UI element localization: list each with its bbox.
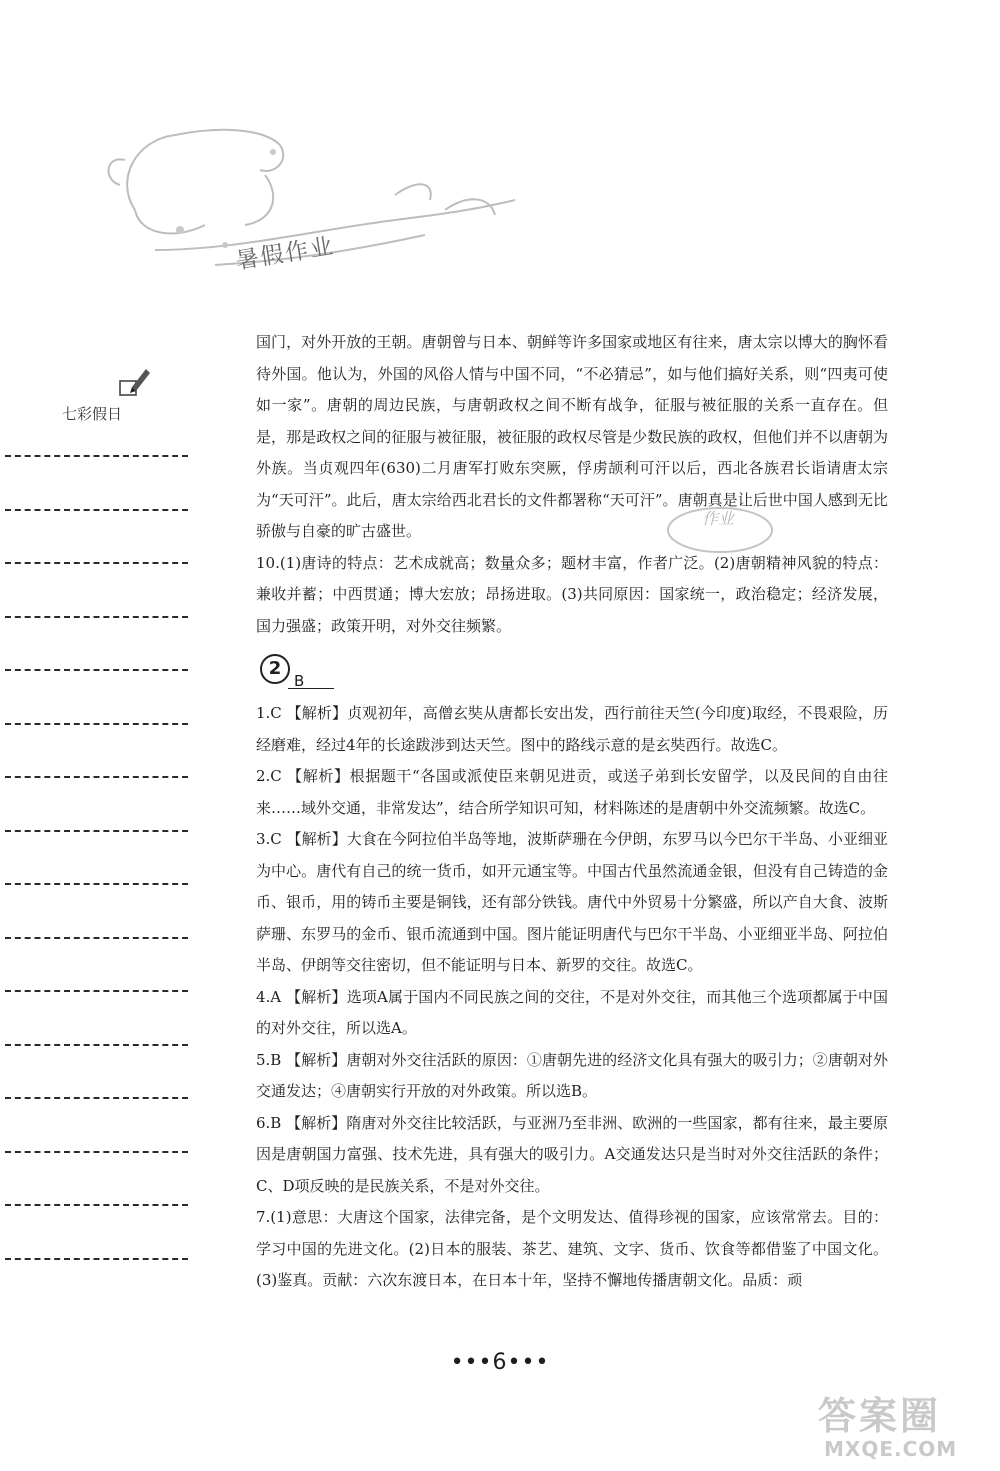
section-number: 2: [260, 654, 290, 684]
section-marker: [256, 646, 888, 698]
answer-10: 10.(1)唐诗的特点：艺术成就高；数量众多；题材丰富，作者广泛。(2)唐朝精神风貌的特点：兼收并蓄；中西贯通；博大宏放；昂扬进取。(3)共同原因：国家统一，政治稳定；经济发展，国力强盛；政策开明，对外交往频繁。: [256, 553, 888, 635]
writing-line: [5, 669, 188, 671]
writing-line: [5, 990, 188, 992]
logo-ornament: [95, 100, 535, 300]
continued-paragraph: 国门，对外开放的王朝。唐朝曾与日本、朝鲜等许多国家或地区有往来，唐太宗以博大的胸怀看待外国。他认为，外国的风俗人情与中国不同，“不必猜忌”，如与他们搞好关系，则“四夷可使如一家”。唐朝的周边民族，与唐朝政权之间不断有战争，征服与被征服的关系一直存在。但是，那是政权之间的征服与被征服，被征服的政权尽管是少数民族的政权，但他们并不以唐朝为外族。当贞观四年(630)二月唐军打败东突厥，俘虏颉利可汗以后，西北各族君长诣请唐太宗为“天可汗”。此后，唐太宗给西北君长的文件都署称“天可汗”。唐朝真是让后世中国人感到无比骄傲与自豪的旷古盛世。: [256, 333, 888, 540]
writing-line: [5, 616, 188, 618]
answer-2: 2.C 【解析】根据题干“各国或派使臣来朝见进贡，或送子弟到长安留学，以及民间的自由往来……域外交通，非常发达”，结合所学知识可知，材料陈述的是唐朝中外交流频繁。故选C。: [256, 767, 888, 817]
writing-line: [5, 1258, 188, 1260]
answer-1: 1.C 【解析】贞观初年，高僧玄奘从唐都长安出发，西行前往天竺(今印度)取经，不畏艰险，历经磨难，经过4年的长途跋涉到达天竺。图中的路线示意的是玄奘西行。故选C。: [256, 704, 888, 754]
stamp-text: 作业: [702, 509, 735, 528]
site-watermark: [818, 1394, 988, 1464]
sidebar-label: 七彩假日: [62, 405, 123, 423]
watermark-top: 答案圈: [818, 1394, 942, 1438]
stamp-watermark: [660, 500, 780, 560]
watermark-bottom: MXQE.COM: [824, 1437, 958, 1461]
logo-title: 暑假作业: [233, 233, 337, 275]
pen-icon: [118, 365, 152, 403]
header-logo: [95, 100, 535, 300]
writing-line: [5, 723, 188, 725]
answer-5: 5.B 【解析】唐朝对外交往活跃的原因：①唐朝先进的经济文化具有强大的吸引力；②唐朝对外交通发达；④唐朝实行开放的对外政策。所以选B。: [256, 1050, 888, 1100]
writing-line: [5, 937, 188, 939]
answer-7: 7.(1)意思：大唐这个国家，法律完备，是个文明发达、值得珍视的国家，应该常常去。目的：学习中国的先进文化。(2)日本的服装、茶艺、建筑、文字、货币、饮食等都借鉴了中国文化。(3)鉴真。贡献：六次东渡日本，在日本十年，坚持不懈地传播唐朝文化。品质：顽: [256, 1208, 888, 1289]
writing-line: [5, 562, 188, 564]
writing-line: [5, 883, 188, 885]
writing-line: [5, 1044, 188, 1046]
page-number: •••6•••: [450, 1350, 550, 1375]
writing-line: [5, 509, 188, 511]
answer-4: 4.A 【解析】选项A属于国内不同民族之间的交往，不是对外交往，而其他三个选项都属于中国的对外交往，所以选A。: [256, 987, 888, 1037]
writing-line: [5, 776, 188, 778]
section-letter: B: [294, 672, 305, 690]
writing-line: [5, 455, 188, 457]
answer-6: 6.B 【解析】隋唐对外交往比较活跃，与亚洲乃至非洲、欧洲的一些国家，都有往来，最主要原因是唐朝国力富强、技术先进，具有强大的吸引力。A交通发达只是当时对外交往活跃的条件；C、D项反映的是民族关系，不是对外交往。: [256, 1113, 888, 1195]
writing-line: [5, 1097, 188, 1099]
answer-content: [256, 327, 888, 1297]
answer-3: 3.C 【解析】大食在今阿拉伯半岛等地，波斯萨珊在今伊朗，东罗马以今巴尔干半岛、小亚细亚为中心。唐代有自己的统一货币，如开元通宝等。中国古代虽然流通金银，但没有自己铸造的金币、银币，用的铸币主要是铜钱，还有部分铁钱。唐代中外贸易十分繁盛，所以产自大食、波斯萨珊、东罗马的金币、银币流通到中国。图片能证明唐代与巴尔干半岛、小亚细亚半岛、阿拉伯半岛、伊朗等交往密切，但不能证明与日本、新罗的交往。故选C。: [256, 830, 888, 974]
section-rule: [288, 688, 334, 689]
writing-line: [5, 1204, 188, 1206]
writing-line: [5, 830, 188, 832]
writing-line: [5, 1151, 188, 1153]
